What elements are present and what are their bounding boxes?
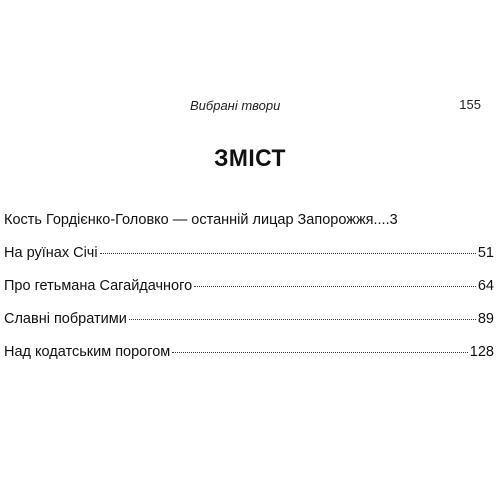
dot-leader <box>100 253 476 254</box>
toc-entry-title: Про гетьмана Сагайдачного <box>4 278 193 294</box>
toc-entry[interactable] <box>4 344 494 377</box>
dot-leader <box>172 352 468 353</box>
toc-entry-title: Славні побратими <box>4 311 127 327</box>
page-number: 155 <box>459 97 481 112</box>
dot-leader <box>129 319 476 320</box>
toc-entry-title: На руїнах Січі <box>4 245 98 261</box>
toc-entry[interactable] <box>4 311 494 344</box>
toc-entry-page: 51 <box>477 245 494 261</box>
running-title: Вибрані твори <box>190 98 281 113</box>
toc-entry-title: Кость Гордієнко-Головко — останній лицар Запорожжя.... <box>4 212 390 228</box>
toc-entry-title: Над кодатським порогом <box>4 344 171 360</box>
toc-entry-page: 3 <box>389 212 398 228</box>
toc-entry[interactable] <box>4 278 494 311</box>
toc-heading: ЗМІСТ <box>214 145 286 172</box>
dot-leader <box>194 286 476 287</box>
toc-entry[interactable] <box>4 212 494 245</box>
toc-entry-page: 64 <box>477 278 494 294</box>
toc-entry[interactable] <box>4 245 494 278</box>
toc-entry-page: 89 <box>477 311 494 327</box>
toc-entry-page: 128 <box>469 344 494 360</box>
table-of-contents <box>4 212 494 377</box>
